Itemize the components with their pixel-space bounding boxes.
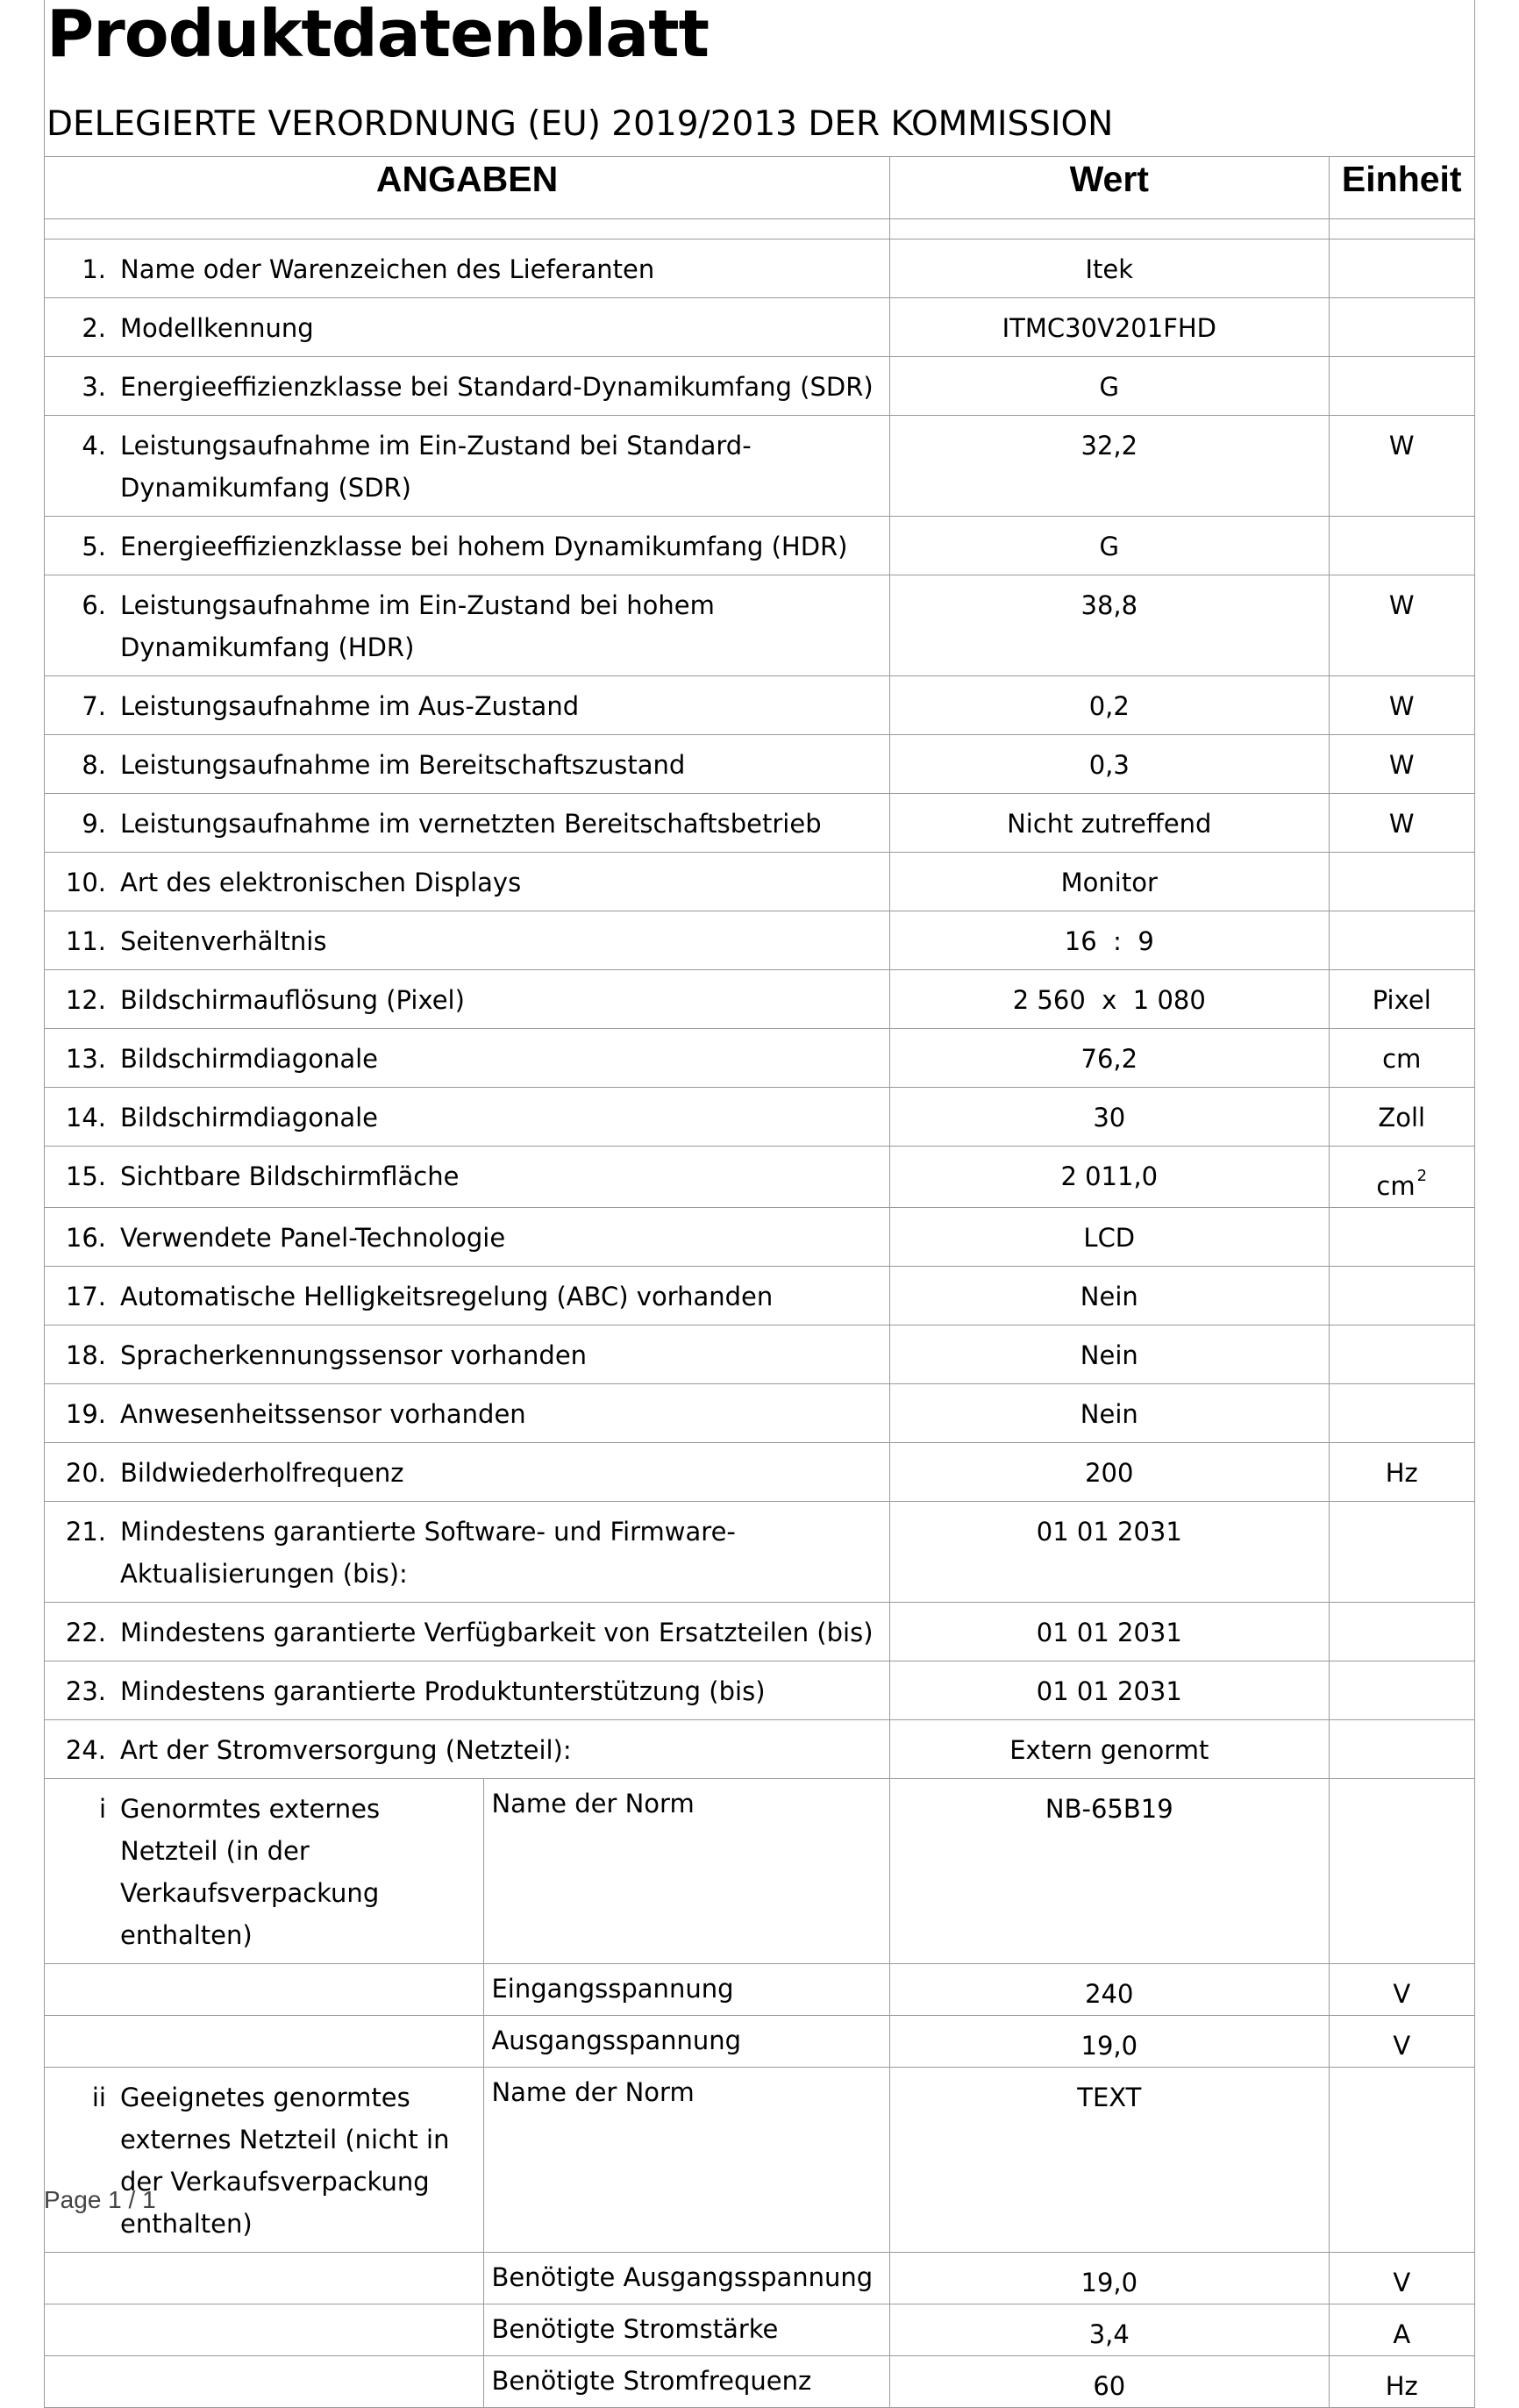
row-label: Art der Stromversorgung (Netzteil):: [120, 1735, 572, 1765]
row-number: 24.: [65, 1735, 106, 1765]
row-value: G: [890, 357, 1329, 416]
row-number: 2.: [82, 313, 106, 343]
row-description: [45, 911, 890, 970]
row-number: 14.: [65, 1103, 106, 1133]
page-footer: Page 1 / 1: [44, 2186, 156, 2213]
row-description: [45, 1147, 890, 1208]
row-number: 6.: [82, 590, 106, 620]
row-value: 0,2: [890, 676, 1329, 735]
unit-text: cm: [1382, 1044, 1422, 1074]
row-unit: [1329, 1661, 1475, 1720]
row-value: 76,2: [890, 1029, 1329, 1088]
row-number: 7.: [82, 691, 106, 721]
row-number: 19.: [65, 1399, 106, 1429]
row-description: [45, 970, 890, 1029]
psu-item-label: Name der Norm: [484, 1779, 890, 1964]
unit-text: W: [1388, 809, 1415, 839]
row-label: Seitenverhältnis: [120, 926, 327, 956]
row-number: 9.: [82, 809, 106, 839]
psu-row: [45, 2016, 1475, 2068]
header-row: [45, 157, 1475, 219]
row-unit: [1329, 735, 1475, 794]
table-row: [45, 1502, 1475, 1603]
table-row: [45, 970, 1475, 1029]
psu-item-label: Eingangsspannung: [484, 1964, 890, 2016]
row-value: LCD: [890, 1208, 1329, 1267]
row-value: 200: [890, 1443, 1329, 1502]
row-label: Bildschirmdiagonale: [120, 1044, 379, 1074]
row-value: Nein: [890, 1267, 1329, 1325]
row-label: Leistungsaufnahme im Aus-Zustand: [120, 691, 580, 721]
row-value: Nein: [890, 1384, 1329, 1443]
row-label: Spracherkennungssensor vorhanden: [120, 1340, 588, 1370]
table-row: [45, 416, 1475, 517]
psu-row: [45, 1779, 1475, 1964]
row-number: 11.: [65, 926, 106, 956]
psu-row: [45, 1964, 1475, 2016]
row-label: Name oder Warenzeichen des Lieferanten: [120, 254, 655, 284]
table-row: [45, 1443, 1475, 1502]
row-unit: [1329, 416, 1475, 517]
row-label: Verwendete Panel-Technologie: [120, 1223, 506, 1253]
row-unit: [1329, 911, 1475, 970]
row-number: 22.: [65, 1618, 106, 1647]
row-value: 32,2: [890, 416, 1329, 517]
unit-text: cm: [1376, 1171, 1416, 1201]
psu-row: [45, 2304, 1475, 2356]
psu-description: [45, 2068, 484, 2253]
row-label: Bildschirmauflösung (Pixel): [120, 985, 465, 1015]
table-row: [45, 575, 1475, 676]
row-unit: [1329, 970, 1475, 1029]
row-description: [45, 1720, 890, 1779]
psu-label: Genormtes externes Netzteil (in der Verkaufsverpackung enthalten): [120, 1794, 381, 1950]
table-row: [45, 1384, 1475, 1443]
row-unit: [1329, 239, 1475, 298]
row-label: Modellkennung: [120, 313, 314, 343]
psu-number: i: [98, 1794, 106, 1824]
psu-item-unit: A: [1329, 2304, 1475, 2356]
row-number: 23.: [65, 1676, 106, 1706]
row-unit: [1329, 575, 1475, 676]
table-row: [45, 1267, 1475, 1325]
row-unit: [1329, 853, 1475, 911]
table-row: [45, 239, 1475, 298]
unit-text: W: [1388, 750, 1415, 780]
unit-text: W: [1388, 590, 1415, 620]
row-number: 16.: [65, 1223, 106, 1253]
row-description: [45, 298, 890, 357]
row-unit: [1329, 1208, 1475, 1267]
row-unit: [1329, 1029, 1475, 1088]
row-label: Mindestens garantierte Verfügbarkeit von Ersatzteilen (bis): [120, 1618, 874, 1647]
header-angaben: ANGABEN: [45, 157, 890, 219]
psu-item-unit: [1329, 1779, 1475, 1964]
row-unit: [1329, 1502, 1475, 1603]
psu-row: [45, 2068, 1475, 2253]
unit-text: Zoll: [1378, 1103, 1426, 1133]
psu-label: Geeignetes genormtes externes Netzteil (nicht in der Verkaufsverpackung enthalten): [120, 2083, 450, 2239]
psu-row: [45, 2356, 1475, 2408]
psu-item-unit: V: [1329, 1964, 1475, 2016]
psu-item-value: 19,0: [890, 2016, 1329, 2068]
row-unit: [1329, 794, 1475, 853]
row-number: 17.: [65, 1282, 106, 1311]
unit-text: Hz: [1385, 1458, 1418, 1488]
row-value: 2 560 x 1 080: [890, 970, 1329, 1029]
row-value: 16 : 9: [890, 911, 1329, 970]
row-description: [45, 1267, 890, 1325]
row-value: Nicht zutreffend: [890, 794, 1329, 853]
row-number: 1.: [82, 254, 106, 284]
psu-item-value: 240: [890, 1964, 1329, 2016]
psu-row: [45, 2253, 1475, 2304]
row-value: Itek: [890, 239, 1329, 298]
row-label: Energieeffizienzklasse bei Standard-Dynamikumfang (SDR): [120, 372, 874, 402]
row-description: [45, 794, 890, 853]
row-label: Leistungsaufnahme im vernetzten Bereitschaftsbetrieb: [120, 809, 822, 839]
row-unit: [1329, 1603, 1475, 1661]
row-value: 01 01 2031: [890, 1502, 1329, 1603]
page-title: Produktdatenblatt: [46, 0, 709, 72]
psu-item-label: Ausgangsspannung: [484, 2016, 890, 2068]
row-label: Mindestens garantierte Software- und Firmware-Aktualisierungen (bis):: [120, 1517, 736, 1589]
row-description: [45, 1384, 890, 1443]
row-description: [45, 357, 890, 416]
row-value: G: [890, 517, 1329, 575]
row-number: 18.: [65, 1340, 106, 1370]
table-row: [45, 735, 1475, 794]
psu-item-value: 60: [890, 2356, 1329, 2408]
row-description: [45, 575, 890, 676]
table-row: [45, 676, 1475, 735]
table-row: [45, 517, 1475, 575]
row-label: Anwesenheitssensor vorhanden: [120, 1399, 526, 1429]
header-einheit: Einheit: [1329, 157, 1475, 219]
row-unit: [1329, 1267, 1475, 1325]
row-unit: [1329, 1443, 1475, 1502]
row-description: [45, 1029, 890, 1088]
row-label: Leistungsaufnahme im Ein-Zustand bei Standard-Dynamikumfang (SDR): [120, 431, 752, 503]
row-value: Nein: [890, 1325, 1329, 1384]
row-value: 30: [890, 1088, 1329, 1147]
row-description: [45, 1603, 890, 1661]
psu-item-label: Benötigte Stromstärke: [484, 2304, 890, 2356]
row-description: [45, 1443, 890, 1502]
row-unit: [1329, 1147, 1475, 1208]
rows-body: [45, 239, 1475, 2408]
row-description: [45, 735, 890, 794]
row-value: 01 01 2031: [890, 1661, 1329, 1720]
psu-item-value: 19,0: [890, 2253, 1329, 2304]
row-label: Automatische Helligkeitsregelung (ABC) vorhanden: [120, 1282, 774, 1311]
table-row: [45, 1029, 1475, 1088]
row-label: Bildwiederholfrequenz: [120, 1458, 404, 1488]
row-description: [45, 853, 890, 911]
row-unit: [1329, 1384, 1475, 1443]
psu-description: [45, 2016, 484, 2068]
datasheet: [44, 0, 1475, 2408]
row-label: Energieeffizienzklasse bei hohem Dynamikumfang (HDR): [120, 532, 848, 561]
row-unit: [1329, 1720, 1475, 1779]
row-description: [45, 517, 890, 575]
table-row: [45, 1325, 1475, 1384]
table-row: [45, 1208, 1475, 1267]
table-row: [45, 1088, 1475, 1147]
row-description: [45, 416, 890, 517]
psu-description: [45, 2356, 484, 2408]
psu-item-value: 3,4: [890, 2304, 1329, 2356]
table-row: [45, 1661, 1475, 1720]
row-value: ITMC30V201FHD: [890, 298, 1329, 357]
unit-superscript: 2: [1416, 1167, 1428, 1185]
row-label: Leistungsaufnahme im Ein-Zustand bei hohem Dynamikumfang (HDR): [120, 590, 715, 662]
row-unit: [1329, 676, 1475, 735]
table-row: [45, 1720, 1475, 1779]
psu-description: [45, 2253, 484, 2304]
psu-item-unit: V: [1329, 2253, 1475, 2304]
psu-number: ii: [91, 2083, 106, 2112]
psu-item-unit: V: [1329, 2016, 1475, 2068]
table-row: [45, 794, 1475, 853]
psu-description: [45, 1964, 484, 2016]
row-number: 21.: [65, 1517, 106, 1547]
row-value: 0,3: [890, 735, 1329, 794]
row-number: 10.: [65, 868, 106, 897]
unit-text: W: [1388, 691, 1415, 721]
row-label: Leistungsaufnahme im Bereitschaftszustand: [120, 750, 686, 780]
header-spacer: [45, 219, 1475, 239]
row-label: Bildschirmdiagonale: [120, 1103, 379, 1133]
row-value: 2 011,0: [890, 1147, 1329, 1208]
row-label: Art des elektronischen Displays: [120, 868, 522, 897]
psu-item-value: TEXT: [890, 2068, 1329, 2253]
row-number: 3.: [82, 372, 106, 402]
header-wert: Wert: [890, 157, 1329, 219]
psu-item-label: Benötigte Stromfrequenz: [484, 2356, 890, 2408]
table-row: [45, 911, 1475, 970]
psu-item-label: Name der Norm: [484, 2068, 890, 2253]
regulation-subtitle: DELEGIERTE VERORDNUNG (EU) 2019/2013 DER KOMMISSION: [46, 104, 1114, 144]
data-table: [44, 156, 1475, 2408]
row-number: 13.: [65, 1044, 106, 1074]
unit-text: Pixel: [1372, 985, 1431, 1015]
table-row: [45, 1603, 1475, 1661]
row-value: Monitor: [890, 853, 1329, 911]
psu-item-label: Benötigte Ausgangsspannung: [484, 2253, 890, 2304]
row-number: 4.: [82, 431, 106, 461]
row-description: [45, 676, 890, 735]
row-description: [45, 1088, 890, 1147]
row-number: 15.: [65, 1161, 106, 1191]
row-description: [45, 1325, 890, 1384]
row-unit: [1329, 517, 1475, 575]
row-label: Sichtbare Bildschirmfläche: [120, 1161, 460, 1191]
psu-description: [45, 2304, 484, 2356]
row-number: 5.: [82, 532, 106, 561]
row-description: [45, 1661, 890, 1720]
row-number: 8.: [82, 750, 106, 780]
row-unit: [1329, 1088, 1475, 1147]
row-value: 38,8: [890, 575, 1329, 676]
row-description: [45, 1208, 890, 1267]
row-unit: [1329, 357, 1475, 416]
row-number: 20.: [65, 1458, 106, 1488]
row-description: [45, 239, 890, 298]
row-value: Extern genormt: [890, 1720, 1329, 1779]
table-row: [45, 1147, 1475, 1208]
psu-item-unit: [1329, 2068, 1475, 2253]
table-row: [45, 853, 1475, 911]
row-number: 12.: [65, 985, 106, 1015]
title-block: [44, 0, 1475, 156]
row-label: Mindestens garantierte Produktunterstützung (bis): [120, 1676, 766, 1706]
unit-text: W: [1388, 431, 1415, 461]
row-description: [45, 1502, 890, 1603]
table-row: [45, 357, 1475, 416]
row-value: 01 01 2031: [890, 1603, 1329, 1661]
psu-description: [45, 1779, 484, 1964]
row-unit: [1329, 1325, 1475, 1384]
table-row: [45, 298, 1475, 357]
row-unit: [1329, 298, 1475, 357]
psu-item-value: NB-65B19: [890, 1779, 1329, 1964]
psu-item-unit: Hz: [1329, 2356, 1475, 2408]
